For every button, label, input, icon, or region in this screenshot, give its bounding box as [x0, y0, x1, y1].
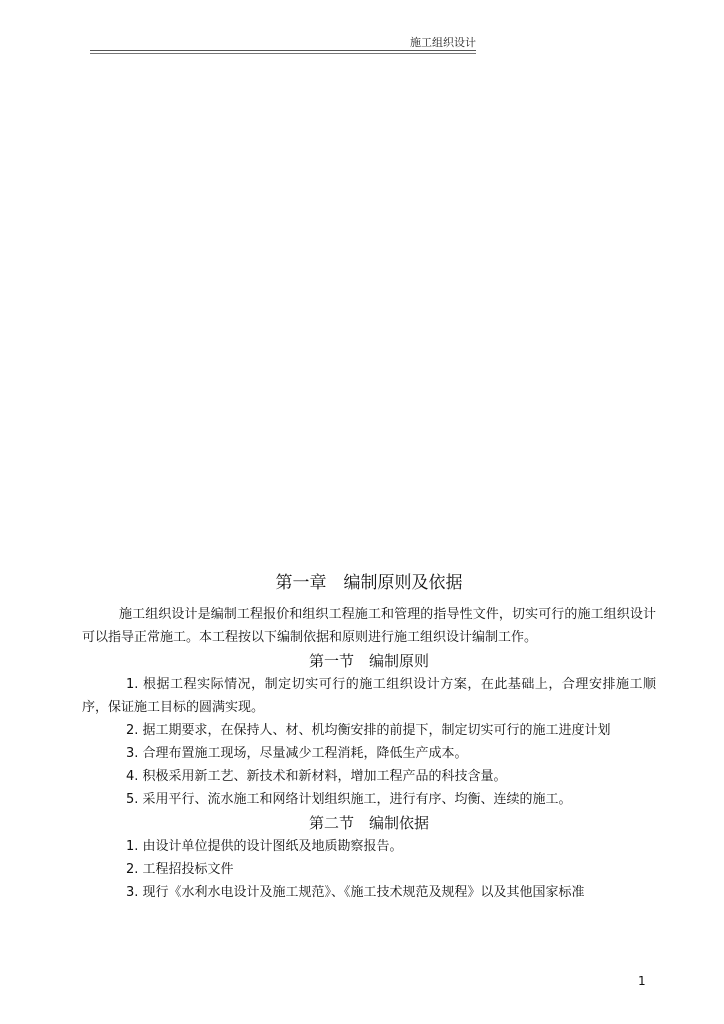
basis-item: 3. 现行《水利水电设计及施工规范》、《施工技术规范及规程》以及其他国家标准 — [126, 885, 585, 900]
header-title: 施工组织设计 — [410, 36, 476, 49]
section-title-principles: 第一节 编制原则 — [308, 652, 429, 670]
page-number: 1 — [638, 974, 646, 988]
basis-item: 1. 由设计单位提供的设计图纸及地质勘察报告。 — [126, 839, 403, 854]
intro-paragraph: 施工组织设计是编制工程报价和组织工程施工和管理的指导性文件，切实可行的施工组织设计可以指导正常施工。本工程按以下编制依据和原则进行施工组织设计编制工作。 — [82, 607, 656, 645]
principle-item: 4. 积极采用新工艺、新技术和新材料，增加工程产品的科技含量。 — [126, 769, 507, 784]
principle-item: 1. 根据工程实际情况，制定切实可行的施工组织设计方案，在此基础上，合理安排施工顺序，保证施工目标的圆满实现。 — [82, 677, 656, 715]
page-header — [90, 36, 476, 51]
chapter-title: 第一章 编制原则及依据 — [275, 573, 463, 593]
principle-item: 3. 合理布置施工现场，尽量减少工程消耗，降低生产成本。 — [126, 746, 468, 761]
basis-item: 2. 工程招投标文件 — [126, 862, 234, 877]
document-body — [82, 570, 656, 904]
principle-item: 5. 采用平行、流水施工和网络计划组织施工，进行有序、均衡、连续的施工。 — [126, 792, 572, 807]
principle-item: 2. 据工期要求，在保持人、材、机均衡安排的前提下，制定切实可行的施工进度计划 — [126, 723, 611, 738]
section-title-basis: 第二节 编制依据 — [308, 814, 429, 832]
